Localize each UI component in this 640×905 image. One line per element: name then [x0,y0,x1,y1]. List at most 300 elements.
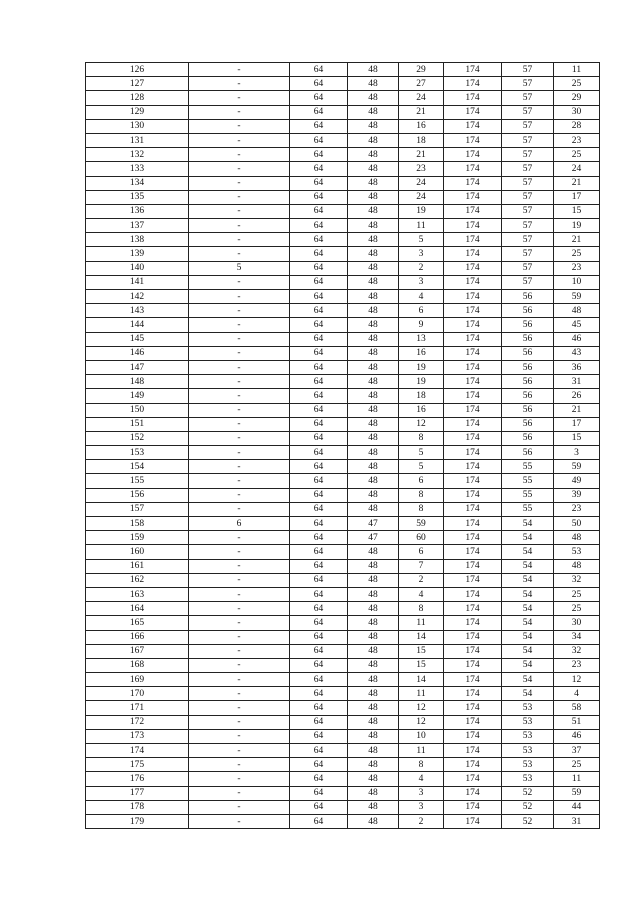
table-cell-col-8: 21 [554,176,600,190]
table-cell-marker: - [189,91,290,105]
table-row [86,758,600,772]
table-cell-marker: - [189,474,290,488]
table-cell-col-8: 53 [554,545,600,559]
table-cell-col-7: 52 [502,786,554,800]
table-cell-marker: - [189,119,290,133]
table-row [86,91,600,105]
table-cell-marker: - [189,488,290,502]
table-cell-col-8: 12 [554,673,600,687]
table-cell-col-4: 48 [348,63,399,77]
table-cell-col-5: 8 [399,431,444,445]
table-cell-row-index: 148 [86,375,189,389]
table-cell-col-8: 4 [554,687,600,701]
table-cell-col-6: 174 [444,758,502,772]
table-cell-col-6: 174 [444,587,502,601]
table-cell-col-6: 174 [444,644,502,658]
table-cell-col-6: 174 [444,176,502,190]
table-row [86,233,600,247]
table-cell-col-7: 56 [502,332,554,346]
table-cell-col-5: 27 [399,77,444,91]
table-cell-col-4: 48 [348,91,399,105]
table-cell-col-7: 57 [502,233,554,247]
table-cell-col-8: 51 [554,715,600,729]
table-cell-col-7: 55 [502,502,554,516]
table-row [86,275,600,289]
table-cell-col-7: 54 [502,616,554,630]
table-cell-row-index: 152 [86,431,189,445]
table-cell-col-7: 57 [502,190,554,204]
table-row [86,644,600,658]
table-cell-col-4: 48 [348,275,399,289]
table-cell-col-4: 48 [348,729,399,743]
table-cell-marker: - [189,502,290,516]
table-cell-marker: - [189,559,290,573]
table-cell-col-3: 64 [290,602,348,616]
table-cell-col-8: 10 [554,275,600,289]
table-cell-col-8: 48 [554,559,600,573]
table-cell-col-3: 64 [290,204,348,218]
table-cell-col-7: 54 [502,602,554,616]
table-row [86,148,600,162]
table-cell-col-7: 56 [502,318,554,332]
table-cell-col-4: 48 [348,77,399,91]
table-cell-row-index: 130 [86,119,189,133]
table-cell-row-index: 179 [86,814,189,828]
table-cell-col-6: 174 [444,673,502,687]
table-cell-col-3: 64 [290,687,348,701]
table-cell-marker: - [189,176,290,190]
table-cell-row-index: 143 [86,304,189,318]
table-cell-col-5: 60 [399,531,444,545]
table-cell-marker: - [189,673,290,687]
table-cell-col-3: 64 [290,346,348,360]
table-cell-col-6: 174 [444,687,502,701]
table-cell-col-6: 174 [444,446,502,460]
table-cell-marker: - [189,772,290,786]
table-cell-col-3: 64 [290,275,348,289]
table-cell-row-index: 141 [86,275,189,289]
table-cell-row-index: 126 [86,63,189,77]
table-cell-col-6: 174 [444,630,502,644]
table-row [86,190,600,204]
table-cell-col-7: 54 [502,573,554,587]
table-cell-col-3: 64 [290,233,348,247]
table-cell-col-8: 36 [554,360,600,374]
table-cell-marker: - [189,602,290,616]
table-cell-row-index: 137 [86,219,189,233]
table-cell-marker: - [189,360,290,374]
table-cell-col-7: 57 [502,162,554,176]
table-cell-col-5: 19 [399,360,444,374]
table-cell-col-5: 24 [399,91,444,105]
table-cell-col-3: 64 [290,119,348,133]
table-cell-col-7: 53 [502,701,554,715]
table-cell-col-8: 23 [554,261,600,275]
table-cell-row-index: 136 [86,204,189,218]
table-row [86,446,600,460]
table-cell-col-6: 174 [444,474,502,488]
table-cell-col-4: 48 [348,290,399,304]
table-cell-col-4: 48 [348,630,399,644]
table-cell-col-7: 55 [502,460,554,474]
table-cell-col-4: 48 [348,162,399,176]
table-cell-col-6: 174 [444,332,502,346]
table-cell-col-3: 64 [290,403,348,417]
table-cell-col-3: 64 [290,587,348,601]
table-cell-col-6: 174 [444,346,502,360]
table-cell-marker: 5 [189,261,290,275]
table-cell-col-7: 56 [502,360,554,374]
table-cell-row-index: 174 [86,744,189,758]
table-cell-col-3: 64 [290,786,348,800]
table-cell-col-4: 48 [348,346,399,360]
table-cell-col-7: 57 [502,261,554,275]
table-cell-col-6: 174 [444,460,502,474]
table-cell-col-5: 18 [399,133,444,147]
table-cell-col-6: 174 [444,744,502,758]
table-cell-col-3: 64 [290,63,348,77]
table-cell-col-6: 174 [444,800,502,814]
table-cell-col-8: 19 [554,219,600,233]
table-cell-col-6: 174 [444,729,502,743]
table-cell-marker: - [189,644,290,658]
table-cell-col-6: 174 [444,219,502,233]
table-cell-col-6: 174 [444,275,502,289]
table-cell-col-8: 31 [554,814,600,828]
table-cell-col-6: 174 [444,502,502,516]
table-row [86,431,600,445]
table-cell-row-index: 176 [86,772,189,786]
table-cell-marker: - [189,715,290,729]
table-cell-col-5: 11 [399,744,444,758]
table-cell-col-3: 64 [290,162,348,176]
table-cell-col-6: 174 [444,814,502,828]
table-cell-marker: - [189,346,290,360]
table-cell-col-3: 64 [290,517,348,531]
table-cell-col-5: 8 [399,488,444,502]
table-cell-col-8: 49 [554,474,600,488]
table-cell-col-7: 56 [502,290,554,304]
table-cell-col-3: 64 [290,573,348,587]
table-cell-col-5: 2 [399,814,444,828]
table-cell-row-index: 127 [86,77,189,91]
table-cell-row-index: 131 [86,133,189,147]
table-cell-col-4: 48 [348,502,399,516]
table-row [86,744,600,758]
table-cell-col-3: 64 [290,261,348,275]
table-cell-col-5: 4 [399,290,444,304]
table-cell-col-6: 174 [444,545,502,559]
table-cell-col-3: 64 [290,744,348,758]
table-cell-col-3: 64 [290,446,348,460]
table-cell-col-5: 24 [399,176,444,190]
table-cell-col-5: 13 [399,332,444,346]
table-cell-col-4: 48 [348,318,399,332]
table-cell-col-8: 58 [554,701,600,715]
table-row [86,332,600,346]
table-cell-col-4: 48 [348,573,399,587]
table-cell-col-3: 64 [290,105,348,119]
table-cell-col-7: 57 [502,247,554,261]
table-cell-col-5: 14 [399,673,444,687]
table-row [86,616,600,630]
table-cell-col-3: 64 [290,630,348,644]
table-cell-col-8: 25 [554,758,600,772]
table-cell-marker: - [189,233,290,247]
table-row [86,290,600,304]
table-cell-row-index: 128 [86,91,189,105]
table-cell-row-index: 145 [86,332,189,346]
table-cell-col-8: 23 [554,133,600,147]
table-cell-col-8: 59 [554,786,600,800]
table-cell-marker: - [189,658,290,672]
table-row [86,701,600,715]
table-cell-col-3: 64 [290,531,348,545]
table-cell-col-5: 6 [399,545,444,559]
table-cell-col-8: 15 [554,204,600,218]
table-cell-col-3: 64 [290,417,348,431]
table-cell-col-8: 25 [554,148,600,162]
table-cell-col-3: 64 [290,290,348,304]
table-cell-col-7: 54 [502,658,554,672]
table-cell-col-4: 48 [348,545,399,559]
table-row [86,119,600,133]
table-cell-col-4: 48 [348,133,399,147]
table-cell-row-index: 178 [86,800,189,814]
table-cell-col-4: 48 [348,800,399,814]
table-cell-col-7: 57 [502,148,554,162]
table-cell-col-5: 6 [399,304,444,318]
table-cell-col-3: 64 [290,673,348,687]
table-cell-col-7: 57 [502,133,554,147]
table-row [86,488,600,502]
table-cell-row-index: 133 [86,162,189,176]
table-cell-col-8: 17 [554,417,600,431]
table-cell-row-index: 169 [86,673,189,687]
table-cell-col-8: 48 [554,304,600,318]
table-row [86,105,600,119]
table-cell-row-index: 155 [86,474,189,488]
table-cell-col-8: 46 [554,729,600,743]
table-cell-row-index: 165 [86,616,189,630]
table-cell-col-5: 16 [399,119,444,133]
table-cell-col-6: 174 [444,304,502,318]
table-cell-col-8: 23 [554,658,600,672]
table-cell-col-7: 52 [502,800,554,814]
table-row [86,417,600,431]
table-cell-col-5: 23 [399,162,444,176]
table-cell-marker: - [189,247,290,261]
table-cell-marker: - [189,616,290,630]
table-cell-col-8: 32 [554,573,600,587]
table-cell-col-7: 56 [502,446,554,460]
table-cell-col-5: 12 [399,715,444,729]
table-cell-col-4: 48 [348,673,399,687]
table-cell-col-6: 174 [444,91,502,105]
table-cell-row-index: 144 [86,318,189,332]
table-cell-col-5: 5 [399,460,444,474]
table-cell-col-6: 174 [444,190,502,204]
table-cell-col-3: 64 [290,77,348,91]
table-cell-col-5: 5 [399,233,444,247]
table-cell-col-3: 64 [290,488,348,502]
table-cell-col-3: 64 [290,389,348,403]
table-row [86,375,600,389]
table-cell-col-6: 174 [444,148,502,162]
table-row [86,318,600,332]
table-cell-col-7: 57 [502,119,554,133]
table-cell-col-5: 11 [399,219,444,233]
table-cell-col-3: 64 [290,360,348,374]
table-row [86,219,600,233]
table-cell-col-7: 55 [502,474,554,488]
table-cell-row-index: 132 [86,148,189,162]
table-cell-col-7: 54 [502,517,554,531]
table-cell-col-5: 19 [399,375,444,389]
table-cell-col-4: 48 [348,119,399,133]
table-cell-col-5: 6 [399,474,444,488]
table-cell-col-3: 64 [290,474,348,488]
table-cell-col-4: 48 [348,233,399,247]
table-cell-col-7: 54 [502,644,554,658]
table-cell-col-8: 23 [554,502,600,516]
data-table [85,62,600,829]
table-cell-col-6: 174 [444,772,502,786]
table-cell-col-3: 64 [290,460,348,474]
table-cell-marker: - [189,573,290,587]
table-cell-row-index: 146 [86,346,189,360]
table-cell-marker: - [189,105,290,119]
table-cell-col-3: 64 [290,431,348,445]
table-cell-col-4: 48 [348,261,399,275]
table-cell-col-7: 57 [502,105,554,119]
table-cell-col-3: 64 [290,644,348,658]
table-cell-row-index: 139 [86,247,189,261]
table-cell-marker: - [189,814,290,828]
table-cell-col-3: 64 [290,502,348,516]
table-cell-col-3: 64 [290,772,348,786]
table-cell-col-8: 25 [554,587,600,601]
table-cell-col-8: 45 [554,318,600,332]
table-cell-col-8: 59 [554,460,600,474]
table-cell-marker: - [189,687,290,701]
table-cell-col-7: 56 [502,346,554,360]
table-cell-col-4: 48 [348,587,399,601]
table-cell-marker: - [189,403,290,417]
table-cell-row-index: 156 [86,488,189,502]
table-row [86,460,600,474]
table-row [86,77,600,91]
table-cell-col-6: 174 [444,63,502,77]
table-cell-col-8: 25 [554,247,600,261]
table-cell-col-6: 174 [444,360,502,374]
table-cell-row-index: 163 [86,587,189,601]
table-cell-col-5: 18 [399,389,444,403]
table-cell-col-5: 4 [399,587,444,601]
table-cell-col-7: 57 [502,176,554,190]
table-cell-col-3: 64 [290,545,348,559]
table-cell-col-5: 15 [399,658,444,672]
table-cell-row-index: 129 [86,105,189,119]
table-cell-col-3: 64 [290,375,348,389]
table-cell-col-3: 64 [290,148,348,162]
table-cell-col-3: 64 [290,616,348,630]
table-row [86,389,600,403]
table-cell-col-7: 57 [502,275,554,289]
table-cell-col-5: 3 [399,800,444,814]
table-row [86,814,600,828]
table-cell-col-5: 3 [399,275,444,289]
table-row [86,261,600,275]
table-cell-col-7: 53 [502,715,554,729]
table-cell-col-7: 53 [502,758,554,772]
table-cell-col-4: 48 [348,332,399,346]
table-row [86,63,600,77]
table-cell-col-5: 15 [399,644,444,658]
table-cell-marker: - [189,375,290,389]
table-cell-col-6: 174 [444,701,502,715]
table-cell-marker: - [189,431,290,445]
table-cell-col-7: 52 [502,814,554,828]
table-cell-marker: - [189,389,290,403]
table-cell-col-7: 56 [502,403,554,417]
table-cell-marker: - [189,460,290,474]
table-cell-col-6: 174 [444,389,502,403]
table-cell-col-3: 64 [290,91,348,105]
table-cell-col-5: 24 [399,190,444,204]
table-cell-col-3: 64 [290,800,348,814]
table-cell-col-3: 64 [290,729,348,743]
table-cell-col-6: 174 [444,488,502,502]
table-cell-marker: - [189,290,290,304]
table-cell-col-4: 48 [348,190,399,204]
table-row [86,673,600,687]
table-cell-row-index: 172 [86,715,189,729]
table-cell-col-8: 37 [554,744,600,758]
table-cell-marker: - [189,204,290,218]
table-row [86,602,600,616]
table-row [86,545,600,559]
table-cell-col-5: 10 [399,729,444,743]
table-cell-col-7: 57 [502,91,554,105]
table-cell-col-8: 21 [554,233,600,247]
table-row [86,630,600,644]
table-cell-col-8: 24 [554,162,600,176]
table-cell-col-6: 174 [444,119,502,133]
data-table-container [85,62,600,829]
table-cell-marker: - [189,417,290,431]
table-cell-row-index: 150 [86,403,189,417]
table-cell-col-4: 48 [348,219,399,233]
table-cell-col-4: 48 [348,744,399,758]
table-cell-col-6: 174 [444,786,502,800]
table-cell-row-index: 151 [86,417,189,431]
table-cell-marker: - [189,446,290,460]
table-cell-col-6: 174 [444,531,502,545]
table-cell-col-6: 174 [444,403,502,417]
table-cell-col-4: 48 [348,360,399,374]
table-cell-marker: - [189,77,290,91]
table-cell-marker: - [189,786,290,800]
table-cell-col-8: 59 [554,290,600,304]
table-cell-marker: - [189,701,290,715]
table-cell-col-6: 174 [444,162,502,176]
table-cell-marker: - [189,800,290,814]
table-cell-col-6: 174 [444,559,502,573]
table-cell-col-7: 54 [502,587,554,601]
table-cell-row-index: 153 [86,446,189,460]
table-cell-col-4: 48 [348,247,399,261]
